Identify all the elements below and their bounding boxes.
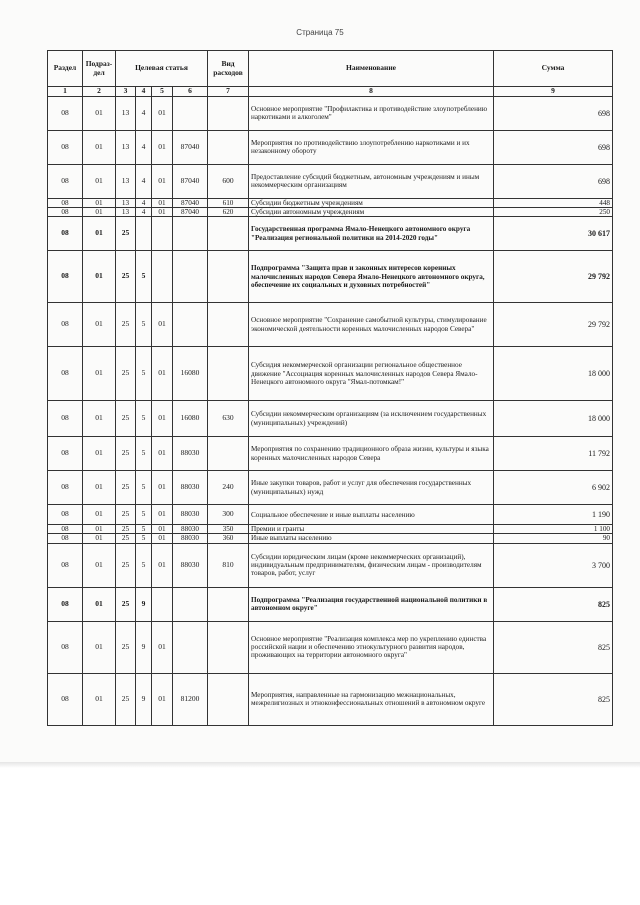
event-code-cell: 01 (152, 96, 173, 130)
podrazdel-cell: 01 (83, 207, 116, 216)
subprogram-code-cell: 5 (136, 303, 152, 347)
sum-cell: 448 (494, 198, 613, 207)
event-code-cell: 01 (152, 673, 173, 725)
expense-type-cell (208, 251, 249, 303)
table-row (48, 621, 613, 673)
direction-code-cell: 81200 (173, 673, 208, 725)
column-number: 7 (208, 87, 249, 97)
column-number-row (48, 87, 613, 97)
name-cell: Мероприятия по противодействию злоупотреблению наркотиками и их незаконному обороту (249, 130, 494, 164)
name-cell: Иные закупки товаров, работ и услуг для обеспечения государственных (муниципальных) нужд (249, 471, 494, 505)
program-code-cell: 13 (116, 164, 136, 198)
budget-table (47, 50, 613, 726)
subprogram-code-cell: 5 (136, 543, 152, 587)
program-code-cell: 25 (116, 525, 136, 534)
header-podrazdel: Подраз-дел (83, 51, 116, 87)
event-code-cell (152, 217, 173, 251)
subprogram-code-cell: 4 (136, 130, 152, 164)
expense-type-cell: 810 (208, 543, 249, 587)
razdel-cell: 08 (48, 96, 83, 130)
table-row (48, 303, 613, 347)
direction-code-cell (173, 217, 208, 251)
name-cell: Основное мероприятие "Профилактика и противодействие злоупотреблению наркотиками и алкоголем" (249, 96, 494, 130)
column-number: 1 (48, 87, 83, 97)
sum-cell: 18 000 (494, 401, 613, 437)
subprogram-code-cell: 9 (136, 587, 152, 621)
podrazdel-cell: 01 (83, 673, 116, 725)
razdel-cell: 08 (48, 673, 83, 725)
program-code-cell: 13 (116, 130, 136, 164)
razdel-cell: 08 (48, 525, 83, 534)
subprogram-code-cell: 5 (136, 534, 152, 543)
name-cell: Подпрограмма "Защита прав и законных интересов коренных малочисленных народов Севера Ямало-Ненецкого автономного округа, обеспечение их социальных и духовных потребностей" (249, 251, 494, 303)
name-cell: Подпрограмма "Реализация государственной национальной политики в автономном округе" (249, 587, 494, 621)
expense-type-cell (208, 347, 249, 401)
event-code-cell: 01 (152, 534, 173, 543)
name-cell: Субсидии бюджетным учреждениям (249, 198, 494, 207)
column-number: 5 (152, 87, 173, 97)
subprogram-code-cell: 5 (136, 347, 152, 401)
expense-type-cell: 630 (208, 401, 249, 437)
razdel-cell: 08 (48, 621, 83, 673)
column-number: 8 (249, 87, 494, 97)
sum-cell: 698 (494, 164, 613, 198)
direction-code-cell: 16080 (173, 401, 208, 437)
subprogram-code-cell: 5 (136, 471, 152, 505)
name-cell: Субсидия некоммерческой организации региональное общественное движение "Ассоциация коренных малочисленных народов Севера Ямало-Ненецкого автономного округа "Ямал-потомкам!" (249, 347, 494, 401)
event-code-cell: 01 (152, 164, 173, 198)
razdel-cell: 08 (48, 347, 83, 401)
table-row (48, 471, 613, 505)
sum-cell: 825 (494, 587, 613, 621)
direction-code-cell: 87040 (173, 198, 208, 207)
podrazdel-cell: 01 (83, 534, 116, 543)
program-code-cell: 25 (116, 587, 136, 621)
event-code-cell: 01 (152, 207, 173, 216)
direction-code-cell: 88030 (173, 543, 208, 587)
sum-cell: 698 (494, 130, 613, 164)
table-row (48, 164, 613, 198)
column-number: 9 (494, 87, 613, 97)
podrazdel-cell: 01 (83, 130, 116, 164)
sum-cell: 18 000 (494, 347, 613, 401)
sum-cell: 11 792 (494, 437, 613, 471)
column-number: 2 (83, 87, 116, 97)
program-code-cell: 25 (116, 471, 136, 505)
header-naimenovanie: Наименование (249, 51, 494, 87)
direction-code-cell (173, 303, 208, 347)
table-row (48, 673, 613, 725)
sum-cell: 90 (494, 534, 613, 543)
sum-cell: 825 (494, 673, 613, 725)
podrazdel-cell: 01 (83, 471, 116, 505)
event-code-cell: 01 (152, 437, 173, 471)
event-code-cell (152, 251, 173, 303)
razdel-cell: 08 (48, 587, 83, 621)
razdel-cell: 08 (48, 130, 83, 164)
event-code-cell: 01 (152, 505, 173, 525)
event-code-cell: 01 (152, 130, 173, 164)
podrazdel-cell: 01 (83, 217, 116, 251)
event-code-cell: 01 (152, 621, 173, 673)
program-code-cell: 25 (116, 401, 136, 437)
program-code-cell: 25 (116, 437, 136, 471)
event-code-cell: 01 (152, 303, 173, 347)
expense-type-cell: 600 (208, 164, 249, 198)
name-cell: Субсидии юридическим лицам (кроме некоммерческих организаций), индивидуальным предпринимателям, физическим лицам - производителям товаров, работ, услуг (249, 543, 494, 587)
subprogram-code-cell: 5 (136, 401, 152, 437)
direction-code-cell (173, 96, 208, 130)
expense-type-cell (208, 587, 249, 621)
table-row (48, 96, 613, 130)
program-code-cell: 25 (116, 543, 136, 587)
podrazdel-cell: 01 (83, 164, 116, 198)
razdel-cell: 08 (48, 217, 83, 251)
expense-type-cell: 300 (208, 505, 249, 525)
direction-code-cell: 88030 (173, 534, 208, 543)
program-code-cell: 13 (116, 198, 136, 207)
expense-type-cell (208, 621, 249, 673)
program-code-cell: 13 (116, 207, 136, 216)
direction-code-cell: 88030 (173, 505, 208, 525)
direction-code-cell: 88030 (173, 437, 208, 471)
table-row (48, 198, 613, 207)
podrazdel-cell: 01 (83, 505, 116, 525)
table-row (48, 437, 613, 471)
sum-cell: 3 700 (494, 543, 613, 587)
expense-type-cell (208, 437, 249, 471)
expense-type-cell (208, 303, 249, 347)
event-code-cell: 01 (152, 198, 173, 207)
direction-code-cell (173, 251, 208, 303)
program-code-cell: 25 (116, 673, 136, 725)
budget-rows (48, 96, 613, 725)
razdel-cell: 08 (48, 471, 83, 505)
podrazdel-cell: 01 (83, 251, 116, 303)
razdel-cell: 08 (48, 164, 83, 198)
subprogram-code-cell: 4 (136, 207, 152, 216)
page-number-label: Страница 75 (296, 28, 344, 37)
expense-type-cell: 610 (208, 198, 249, 207)
header-celevaya-statya: Целевая статья (116, 51, 208, 87)
name-cell: Основное мероприятие "Сохранение самобытной культуры, стимулирование экономической деятельности коренных малочисленных народов Севера" (249, 303, 494, 347)
podrazdel-cell: 01 (83, 347, 116, 401)
subprogram-code-cell: 5 (136, 525, 152, 534)
name-cell: Государственная программа Ямало-Ненецкого автономного округа "Реализация региональной политики на 2014-2020 годы" (249, 217, 494, 251)
event-code-cell: 01 (152, 347, 173, 401)
sum-cell: 30 617 (494, 217, 613, 251)
podrazdel-cell: 01 (83, 96, 116, 130)
program-code-cell: 25 (116, 621, 136, 673)
name-cell: Социальное обеспечение и иные выплаты населению (249, 505, 494, 525)
program-code-cell: 25 (116, 303, 136, 347)
scan-edge (0, 762, 640, 768)
razdel-cell: 08 (48, 251, 83, 303)
program-code-cell: 25 (116, 534, 136, 543)
expense-type-cell (208, 673, 249, 725)
sum-cell: 6 902 (494, 471, 613, 505)
column-number: 4 (136, 87, 152, 97)
direction-code-cell (173, 587, 208, 621)
table-row (48, 525, 613, 534)
name-cell: Основное мероприятие "Реализация комплекса мер по укреплению единства российской нации и обеспечению этнокультурного развития народов, проживающих на территории автономного округа" (249, 621, 494, 673)
name-cell: Субсидии некоммерческим организациям (за исключением государственных (муниципальных) учреждений) (249, 401, 494, 437)
podrazdel-cell: 01 (83, 198, 116, 207)
name-cell: Премии и гранты (249, 525, 494, 534)
razdel-cell: 08 (48, 401, 83, 437)
name-cell: Предоставление субсидий бюджетным, автономным учреждениям и иным некоммерческим организациям (249, 164, 494, 198)
column-number: 6 (173, 87, 208, 97)
direction-code-cell (173, 621, 208, 673)
direction-code-cell: 87040 (173, 130, 208, 164)
razdel-cell: 08 (48, 437, 83, 471)
podrazdel-cell: 01 (83, 303, 116, 347)
razdel-cell: 08 (48, 505, 83, 525)
expense-type-cell: 240 (208, 471, 249, 505)
table-row (48, 130, 613, 164)
sum-cell: 29 792 (494, 251, 613, 303)
table-row (48, 217, 613, 251)
table-row (48, 207, 613, 216)
event-code-cell: 01 (152, 525, 173, 534)
expense-type-cell: 620 (208, 207, 249, 216)
table-row (48, 505, 613, 525)
podrazdel-cell: 01 (83, 437, 116, 471)
subprogram-code-cell: 5 (136, 437, 152, 471)
subprogram-code-cell (136, 217, 152, 251)
name-cell: Иные выплаты населению (249, 534, 494, 543)
table-row (48, 347, 613, 401)
event-code-cell: 01 (152, 471, 173, 505)
program-code-cell: 25 (116, 251, 136, 303)
expense-type-cell (208, 96, 249, 130)
name-cell: Субсидии автономным учреждениям (249, 207, 494, 216)
program-code-cell: 13 (116, 96, 136, 130)
sum-cell: 1 190 (494, 505, 613, 525)
subprogram-code-cell: 9 (136, 673, 152, 725)
direction-code-cell: 16080 (173, 347, 208, 401)
event-code-cell (152, 587, 173, 621)
podrazdel-cell: 01 (83, 543, 116, 587)
program-code-cell: 25 (116, 217, 136, 251)
expense-type-cell: 350 (208, 525, 249, 534)
event-code-cell: 01 (152, 543, 173, 587)
column-number: 3 (116, 87, 136, 97)
razdel-cell: 08 (48, 207, 83, 216)
direction-code-cell: 87040 (173, 207, 208, 216)
podrazdel-cell: 01 (83, 621, 116, 673)
expense-type-cell (208, 217, 249, 251)
podrazdel-cell: 01 (83, 525, 116, 534)
razdel-cell: 08 (48, 543, 83, 587)
direction-code-cell: 87040 (173, 164, 208, 198)
subprogram-code-cell: 4 (136, 164, 152, 198)
sum-cell: 250 (494, 207, 613, 216)
sum-cell: 698 (494, 96, 613, 130)
subprogram-code-cell: 4 (136, 96, 152, 130)
sum-cell: 825 (494, 621, 613, 673)
subprogram-code-cell: 4 (136, 198, 152, 207)
table-row (48, 401, 613, 437)
direction-code-cell: 88030 (173, 525, 208, 534)
podrazdel-cell: 01 (83, 401, 116, 437)
subprogram-code-cell: 9 (136, 621, 152, 673)
razdel-cell: 08 (48, 534, 83, 543)
subprogram-code-cell: 5 (136, 505, 152, 525)
name-cell: Мероприятия, направленные на гармонизацию межнациональных, межрелигиозных и этноконфессиональных отношений в автономном округе (249, 673, 494, 725)
header-vid-rashodov: Вид расходов (208, 51, 249, 87)
expense-type-cell: 360 (208, 534, 249, 543)
subprogram-code-cell: 5 (136, 251, 152, 303)
razdel-cell: 08 (48, 303, 83, 347)
table-row (48, 251, 613, 303)
program-code-cell: 25 (116, 347, 136, 401)
sum-cell: 29 792 (494, 303, 613, 347)
program-code-cell: 25 (116, 505, 136, 525)
name-cell: Мероприятия по сохранению традиционного образа жизни, культуры и языка коренных малочисленных народов Севера (249, 437, 494, 471)
header-razdel: Раздел (48, 51, 83, 87)
header-summa: Сумма (494, 51, 613, 87)
table-row (48, 534, 613, 543)
expense-type-cell (208, 130, 249, 164)
table-row (48, 587, 613, 621)
table-row (48, 543, 613, 587)
direction-code-cell: 88030 (173, 471, 208, 505)
podrazdel-cell: 01 (83, 587, 116, 621)
razdel-cell: 08 (48, 198, 83, 207)
event-code-cell: 01 (152, 401, 173, 437)
sum-cell: 1 100 (494, 525, 613, 534)
